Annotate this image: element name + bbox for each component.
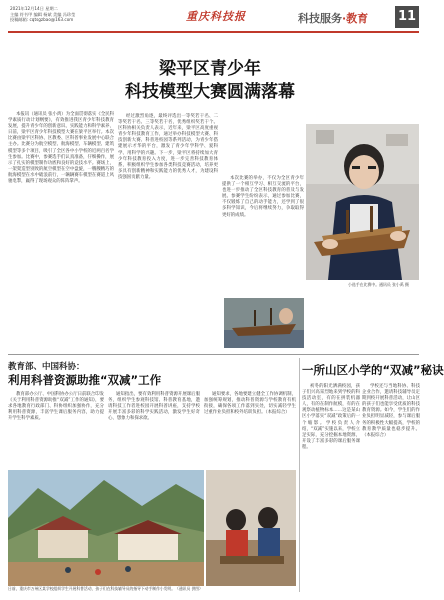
photo-caption: 小选手在比赛中。通讯员 张小禹 摄: [348, 282, 409, 287]
story2-column-2: [108, 392, 200, 466]
article-text: 教育部办公厅、中国科协办公厅日前联合印发《关于利用科普资源助推“双减”工作的通知》，要求各地教育行政部门、科协组织加强协作，充分利用科普资源，丰富学生课后服务内容，助力提升学生科学素质。: [8, 392, 104, 422]
village-school-photo: [8, 470, 204, 586]
top-story-column-2: [118, 114, 218, 350]
column-rule: [299, 358, 300, 592]
top-story-column-1: [8, 112, 114, 350]
article-text: 本报讯（通讯员 张小禹）为全面贯彻落实《全民科学素质行动计划纲要》，有效推进我区青少年科技教育发展，提升青少年的创新意识、实践能力和科学素养，日前，梁平区青少年科技模型大赛在梁平区举行。本次比赛由梁平区科协、区教委、区科普事业发展中心联合主办。比赛分为航空模型、航海模型、车辆模型、建筑模型等多个项目，吸引了全区各中小学校的近两百名学生参加。比赛中，参赛选手们认真准备，仔细操作，展示了扎实的模型制作功底和良好的竞技水平。赛场上，一架架造型别致的航空模型在空中盘旋，一艘艘精巧的航海模型在水中破浪前行，一辆辆赛车模型在赛道上风驰电掣，赢得了现场观众的阵阵掌声。: [8, 112, 114, 185]
model-boat-image: [224, 298, 304, 348]
section-prefix: 科技服务: [298, 12, 342, 25]
story2-column-1: [8, 392, 104, 466]
article-text: 本次比赛的举办，不仅为全区青少年提供了一个相互学习、相互交流的平台，也进一步推动了全区科技教育的普及与发展。参赛学生纷纷表示，通过参加比赛，不仅锻炼了自己的动手能力，还学到了很多科学知识，今后将继续努力，争取取得更好的成绩。: [222, 176, 304, 218]
article-text: 学校还与当地科协、科技企业合作，邀请科技辅导员定期到校开展科普活动，让山区的孩子们也能享受优质的科技教育资源。如今，学生们的作业负担明显减轻，参与课后服务的积极性大幅提高，学校的教育教学质量也稳步提升。（本报综合）: [362, 384, 420, 438]
header-rule: [8, 31, 419, 33]
classroom-photo: [206, 470, 296, 586]
issue-meta: [10, 6, 130, 23]
top-story-headline: [110, 58, 310, 104]
story3-column-1: [302, 384, 360, 590]
article-text: 通知要求，各地要建立健全工作协调机制，加强统筹规划，推动科普资源与学校教育有机衔接，确保各项工作落到实处，切实减轻学生过重作业负担和校外培训负担。（本报综合）: [204, 392, 296, 416]
submission-email: 投稿邮箱: cqtsgzbao@163.com: [10, 17, 74, 23]
village-photo-caption: 日前，重庆市万州区某学校组织学生开展科普活动，孩子们在科技辅导员的指导下动手制作小发明。（通讯员 供图）: [8, 586, 203, 591]
headline-line-2: 科技模型大赛圆满落幕: [125, 82, 295, 102]
headline-line-1: 梁平区青少年: [159, 59, 261, 79]
page-number-badge: 11: [395, 6, 419, 28]
section-title: [298, 10, 368, 26]
article-text: 经过激烈角逐，最终评选出一等奖若干名、二等奖若干名、三等奖若干名，优秀组织奖若干个。区科协相关负责人表示，近年来，梁平区高度重视青少年科技教育工作，通过举办科技模型大赛、科技创新大赛、科普进校园等系列活动，为青少年搭建展示才华的平台，激发了青少年学科学、爱科学、用科学的兴趣。下一步，梁平区将持续加大青少年科技教育投入力度，进一步完善科技教育体系，积极组织学生参加各类科技竞赛活动，培养更多具有创新精神和实践能力的优秀人才，为建设科技强国贡献力量。: [118, 114, 218, 180]
student-with-model-image: [306, 124, 419, 280]
section-divider: [8, 354, 419, 355]
story2-kicker: 教育部、中国科协：: [8, 362, 85, 372]
story3-headline: 一所山区小学的“双减”秘诀: [302, 363, 444, 377]
page-header: [0, 0, 425, 42]
story2-headline: 利用科普资源助推“双减”工作: [8, 373, 162, 387]
main-photo: [306, 124, 419, 280]
editor-credits: 主编 符书甲 编辑 杨斌 美编 冯珍莹: [10, 11, 76, 17]
secondary-photo: [224, 298, 304, 348]
mountain-school-image: [8, 470, 204, 586]
article-text: 初冬的阳光洒满校园，孩子们兴高采烈地来到学校的科技活动室，有的在拼装机器人，有的在制作航模，有的在观察动植物标本……这是某山区小学落实“双减”政策后的一个缩影。学校负责人介绍，“双减”实施以来，学校立足实际，充分挖掘本地资源，开设了丰富多彩的课后服务课程。: [302, 384, 360, 450]
students-activity-image: [206, 470, 296, 586]
issue-date: 2021年12月14日 星期二: [10, 6, 58, 11]
section-accent: ·教育: [342, 12, 369, 25]
newspaper-logo: 重庆科技报: [186, 10, 246, 23]
story3-column-2: [362, 384, 420, 590]
top-story-column-3: [222, 176, 304, 296]
story2-column-3: [204, 392, 296, 466]
article-text: 通知指出，要有效利用科普资源开展课后服务，组织学生参观科技馆、科普教育基地，邀请科技工作者进校园开展科普讲座，支持学校开展丰富多彩的科学实践活动，激发学生好奇心、想象力和探求欲。: [108, 392, 200, 422]
